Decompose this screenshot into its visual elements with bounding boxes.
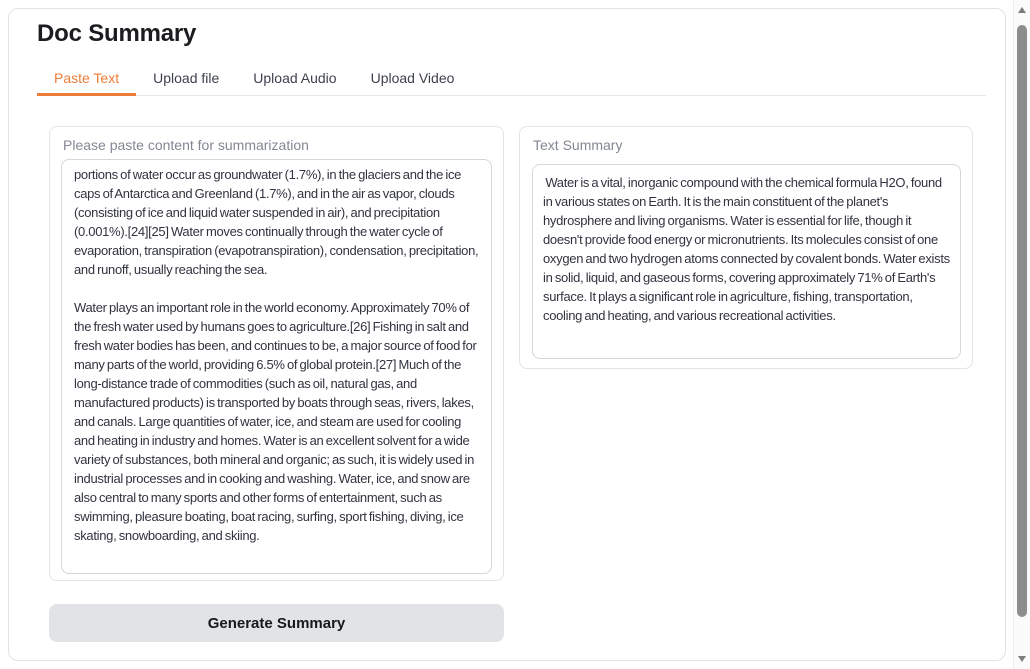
summary-panel bbox=[519, 126, 973, 369]
tab-paste-text[interactable]: Paste Text bbox=[37, 66, 136, 96]
doc-summary-card bbox=[8, 8, 1006, 661]
tab-upload-file[interactable]: Upload file bbox=[153, 70, 220, 86]
tab-upload-video[interactable]: Upload Video bbox=[370, 70, 455, 86]
input-panel-label: Please paste content for summarization bbox=[63, 137, 309, 153]
input-panel bbox=[49, 126, 504, 581]
summary-panel-label: Text Summary bbox=[533, 137, 623, 153]
content-textarea[interactable] bbox=[61, 159, 492, 574]
generate-summary-button[interactable]: Generate Summary bbox=[49, 604, 504, 642]
summary-output: Water is a vital, inorganic compound with the chemical formula H2O, found in various states on Earth. It is the main constituent of the planet's hydrosphere and living organisms. Water is essential for life, though it doesn't provide food energy or micronutrients. Its molecules consist of one oxygen and two hydrogen atoms connected by covalent bonds. Water exists in solid, liquid, and gaseous forms, covering approximately 71% of Earth's surface. It plays a significant role in agriculture, fishing, transportation, cooling and heating, and various recreational activities. bbox=[532, 164, 961, 359]
scrollbar-down-arrow-icon[interactable] bbox=[1018, 656, 1026, 662]
scrollbar-thumb[interactable] bbox=[1017, 25, 1027, 617]
page-scrollbar[interactable] bbox=[1013, 0, 1030, 669]
tab-upload-audio[interactable]: Upload Audio bbox=[253, 70, 337, 86]
tab-bar bbox=[37, 66, 986, 96]
page-title: Doc Summary bbox=[37, 20, 197, 47]
scrollbar-up-arrow-icon[interactable] bbox=[1018, 7, 1026, 13]
